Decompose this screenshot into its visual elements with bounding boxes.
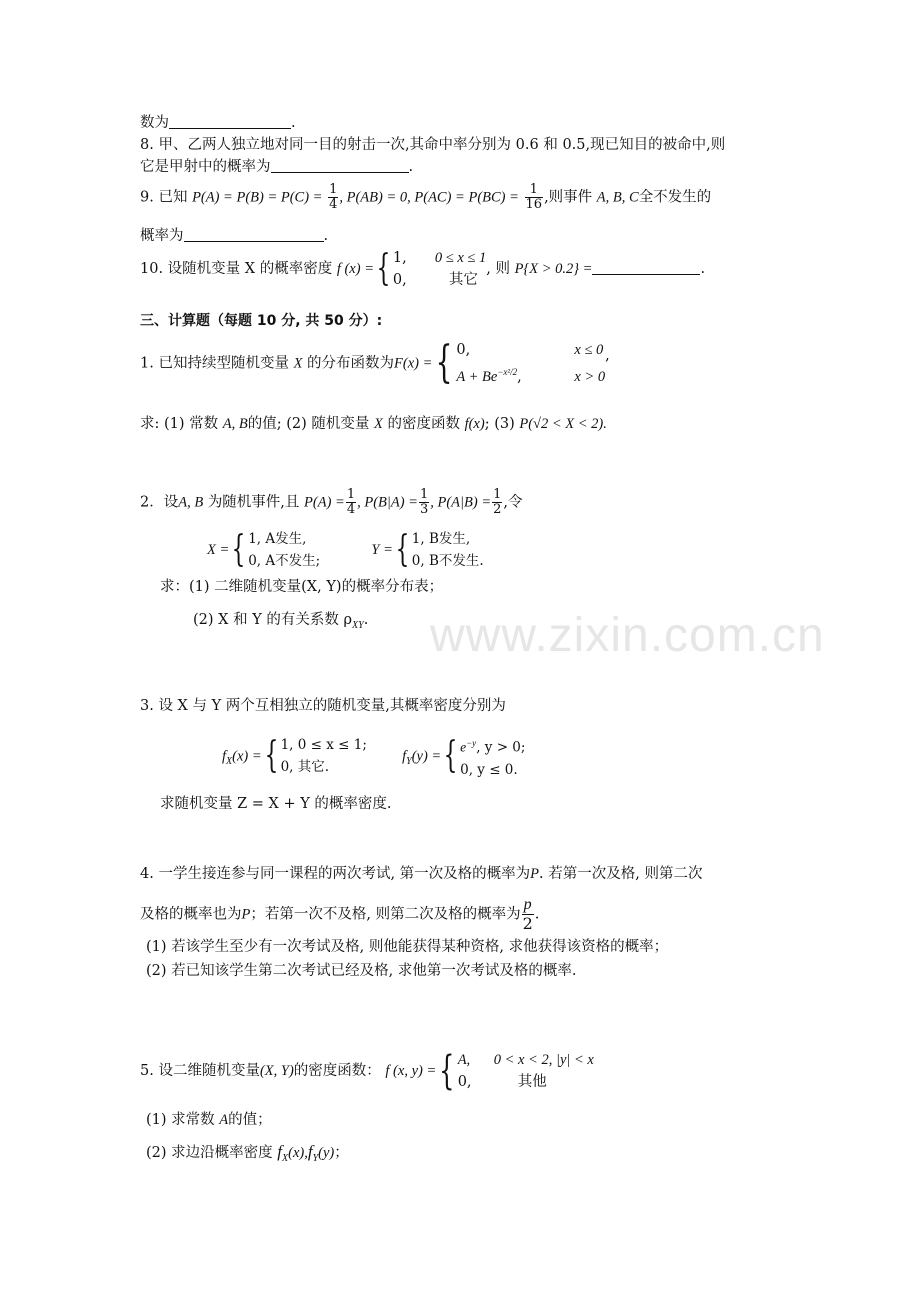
q9-eq2: , P(AB) = 0, P(AC) = P(BC) =	[339, 189, 519, 206]
answer-blank[interactable]	[592, 260, 700, 275]
p3-fx-arg: (x) =	[232, 748, 262, 765]
p3-line: 3. 设 X 与 Y 两个互相独立的随机变量,其概率密度分别为	[140, 698, 506, 714]
case-exp: −x²/2	[497, 367, 518, 377]
p2-x-def: X =	[207, 542, 230, 558]
case-value: 0,	[457, 1074, 472, 1090]
q10-prob: P{X > 0.2} =	[514, 261, 593, 277]
p3-ask: 求随机变量 Z = X + Y 的概率密度.	[160, 796, 392, 812]
case-row: 1, 0 ≤ x ≤ 1;	[280, 737, 367, 754]
frac-num: 1	[419, 487, 429, 502]
answer-blank[interactable]	[184, 227, 324, 242]
q8-line2: 它是甲射中的概率为 .	[140, 159, 414, 175]
q9-line2: 概率为 .	[140, 228, 329, 244]
fraction-1-4	[328, 183, 338, 212]
p5-fx: f	[277, 1142, 282, 1161]
fraction-1-3	[419, 488, 429, 517]
p4-p: P	[530, 866, 540, 882]
p2-pba: , P(B|A) =	[357, 494, 418, 511]
p1-ask1: 求: (1) 常数	[140, 416, 219, 432]
case-row: 0, y ≤ 0.	[460, 761, 518, 778]
brace-icon: {	[439, 1048, 455, 1094]
p2-ask1: 求：(1) 二维随机变量(X, Y)的概率分布表；	[160, 579, 444, 595]
p5-ask2-tail: ；	[334, 1145, 349, 1161]
p3-fy-sub: Y	[406, 756, 412, 768]
case-value: e	[460, 739, 467, 755]
brace-icon: {	[231, 529, 246, 570]
q8-line2-text: 它是甲射中的概率为	[140, 159, 271, 175]
p3-fx: f	[222, 748, 227, 765]
p5-ask2	[146, 1142, 349, 1169]
case-cond: 其它	[448, 272, 478, 288]
brace-icon: {	[264, 735, 278, 777]
q9-tail: 全不发生的	[638, 189, 712, 206]
p4-line2	[140, 896, 539, 933]
case-row: 1, A发生,	[248, 531, 307, 547]
p4-ask2: (2) 若已知该学生第二次考试已经及格, 求他第一次考试及格的概率.	[146, 963, 577, 979]
answer-blank[interactable]	[169, 114, 291, 129]
p5-line	[140, 1049, 594, 1093]
p3-fx-cases	[281, 734, 367, 778]
p1-mid: 的分布函数为	[307, 355, 395, 372]
frac-den: 3	[419, 502, 429, 517]
frac-den: 16	[525, 197, 543, 212]
p1-line	[140, 339, 610, 388]
p3-densities	[222, 732, 525, 781]
q7-tail-line: 数为 .	[140, 115, 296, 131]
case-cond: x ≤ 0	[574, 342, 604, 358]
q10-fx: f (x) =	[336, 261, 374, 277]
p2-ask2-sub: XY	[352, 619, 364, 631]
p5-mid: 的密度函数：	[293, 1063, 381, 1079]
frac-den: 2	[522, 914, 533, 933]
p2-pab: , P(A|B) =	[430, 494, 492, 511]
p2-ab: A, B	[178, 494, 204, 511]
p1-density: f(x)	[464, 416, 485, 432]
p2-pa: P(A) =	[304, 494, 345, 511]
frac-den: 4	[346, 502, 356, 517]
p3-fy-cases	[460, 732, 525, 781]
frac-num: 1	[493, 487, 502, 502]
p2-x-cases	[248, 528, 320, 572]
p4-line2b: ；若第一次不及格, 则第二次及格的概率为	[250, 906, 521, 923]
frac-num: p	[522, 896, 534, 915]
brace-icon: {	[376, 248, 391, 289]
p1-cases: 0, x ≤ 0 $A + Be^{-x^2/2}$, x > 0	[456, 339, 605, 388]
brace-icon: {	[436, 337, 453, 389]
p1-ask2: 的值; (2) 随机变量	[247, 416, 370, 432]
fraction-1-16	[525, 183, 544, 212]
p5-ask1	[146, 1110, 272, 1130]
brace-icon: {	[443, 735, 458, 777]
p5-fy-arg: (y)	[318, 1145, 335, 1161]
p1-ab: A, B	[222, 416, 248, 432]
q10-then: , 则	[486, 261, 510, 277]
p2-ask2-tail: .	[363, 612, 369, 628]
case-exp: −y	[466, 738, 477, 748]
answer-blank[interactable]	[271, 158, 409, 173]
fraction-1-2	[492, 488, 502, 517]
q10-prefix: 10. 设随机变量 X 的概率密度	[140, 261, 333, 277]
p4-ask1: (1) 若该学生至少有一次考试及格, 则他能获得某种资格, 求他获得该资格的概率；	[146, 939, 669, 955]
p2-ask2	[193, 610, 368, 636]
case-row: 1, B发生,	[411, 531, 471, 547]
fraction-p-2	[522, 896, 534, 933]
p3-fy: f	[402, 748, 407, 765]
q9-events: A, B, C	[596, 189, 639, 206]
p2-ask2-text: (2) X 和 Y 的有关系数 ρ	[193, 612, 353, 628]
case-value: 1,	[392, 250, 407, 266]
p5-xy: (X, Y)	[259, 1063, 294, 1079]
p1-ask	[140, 414, 607, 434]
p5-fy-sub: Y	[312, 1152, 319, 1164]
section-title: 三、计算题（每题 10 分, 共 50 分）:	[140, 313, 383, 329]
p2-mid: 为随机事件,且	[207, 494, 300, 511]
case-value: 0,	[456, 342, 471, 358]
q10-line: 10. 设随机变量 X 的概率密度 f (x) ={ 1, 0 ≤ x ≤ 1 0, 其它 , 则 P{X > 0.2} = .	[140, 248, 706, 289]
case-cond: 其他	[517, 1074, 547, 1090]
brace-icon: {	[395, 529, 410, 570]
p4-line1	[140, 864, 702, 884]
case-row: 0, B不发生.	[411, 553, 484, 569]
watermark: www.zixin.com.cn	[430, 609, 825, 662]
case-value: A + Be	[456, 368, 498, 385]
case-row: 0, 其它.	[280, 759, 330, 776]
p5-fy: f	[307, 1142, 313, 1161]
p5-fx-sub: X	[282, 1152, 289, 1164]
p1-var: X	[293, 355, 303, 372]
p4-p2: P	[241, 906, 251, 923]
p2-line	[140, 488, 523, 517]
frac-num: 1	[329, 182, 338, 197]
p4-line2c: .	[534, 906, 540, 923]
fraction-1-4	[346, 488, 356, 517]
case-value: A,	[457, 1052, 471, 1068]
p5-ask1-tail: 的值；	[228, 1112, 272, 1128]
case-row: 0, A不发生;	[248, 553, 321, 569]
case-value: 0,	[392, 272, 407, 288]
p5-ask1-var: A	[219, 1112, 229, 1128]
p2-tail: ,令	[503, 494, 523, 511]
q7-tail-text: 数为	[140, 115, 169, 131]
case-cond: 0 < x < 2, |y| < x	[493, 1052, 594, 1068]
p4-line2a: 及格的概率也为	[140, 906, 242, 923]
p5-fx-arg: (x),	[288, 1145, 308, 1161]
p4-line1b: . 若第一次及格, 则第二次	[539, 866, 703, 882]
q9-line1	[140, 183, 711, 212]
q8-line1: 8. 甲、乙两人独立地对同一目的射击一次,其命中率分别为 0.6 和 0.5,现已知目的被命中,则	[140, 137, 726, 153]
p1-prob: P(√2 < X < 2).	[519, 416, 607, 432]
p2-y-cases	[412, 528, 484, 572]
p2-prefix: 2．设	[140, 494, 179, 511]
p5-ask2-text: (2) 求边沿概率密度	[146, 1145, 273, 1161]
p1-ask4: ; (3)	[484, 416, 515, 432]
p5-ask1-text: (1) 求常数	[146, 1112, 215, 1128]
q9-line2-text: 概率为	[140, 228, 184, 244]
case-cond: 0 ≤ x ≤ 1	[434, 250, 487, 266]
p3-fx-sub: X	[226, 756, 233, 768]
frac-num: 1	[525, 183, 544, 198]
p1-var2: X	[374, 416, 383, 432]
p2-y-def: Y =	[371, 542, 393, 558]
p5-cases	[458, 1049, 594, 1093]
p1-tail: ,	[605, 347, 610, 364]
p2-defs	[207, 528, 484, 572]
q10-cases	[393, 247, 486, 291]
q9-eq1: P(A) = P(B) = P(C) =	[192, 189, 323, 206]
p4-line1a: 4. 一学生接连参与同一课程的两次考试, 第一次及格的概率为	[140, 866, 531, 882]
p5-prefix: 5. 设二维随机变量	[140, 1063, 260, 1079]
case-cond: x > 0	[574, 368, 606, 385]
frac-den: 2	[493, 502, 502, 517]
q9-prefix: 9. 已知	[140, 189, 188, 206]
p5-fxy: f (x, y) =	[385, 1063, 437, 1079]
frac-num: 1	[346, 487, 356, 502]
p1-fx: F(x) =	[394, 355, 433, 372]
p1-ask3: 的密度函数	[387, 416, 460, 432]
p3-fy-arg: (y) =	[411, 748, 442, 765]
p1-prefix: 1. 已知持续型随机变量	[140, 355, 289, 372]
case-cond: , y > 0;	[476, 739, 526, 756]
q9-suffix: ,则事件	[544, 189, 593, 206]
frac-den: 4	[329, 197, 338, 212]
